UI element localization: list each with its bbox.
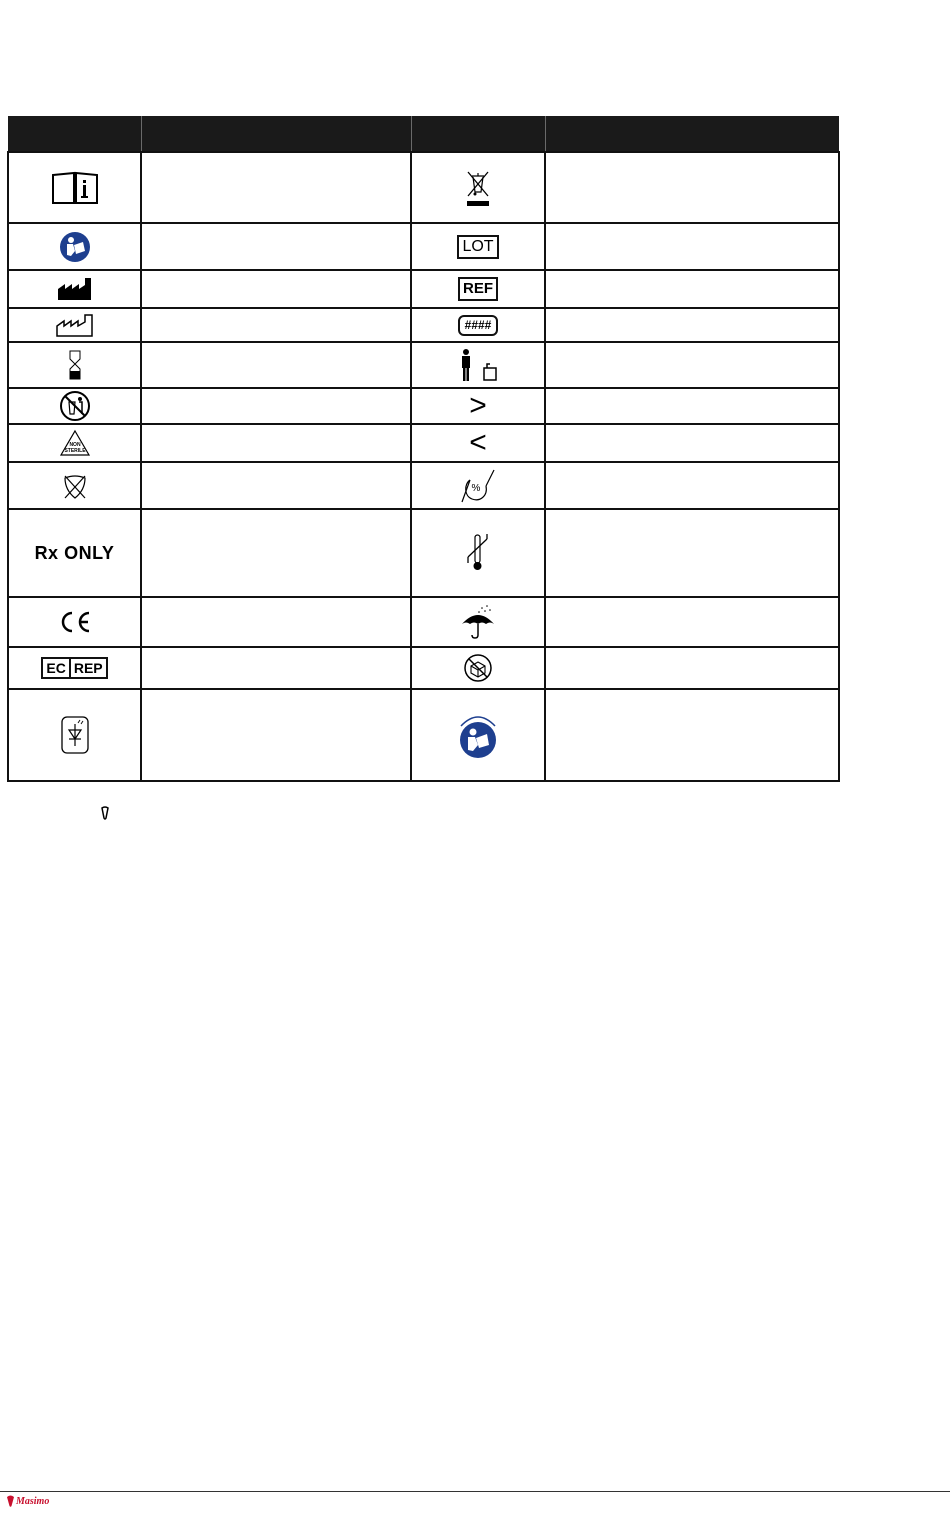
do-not-discard-icon bbox=[59, 390, 91, 422]
row-description bbox=[141, 152, 411, 223]
header-description-1 bbox=[141, 116, 411, 152]
row-description bbox=[545, 223, 839, 270]
row-description bbox=[545, 647, 839, 689]
ce-mark-icon bbox=[58, 610, 92, 634]
row-description bbox=[545, 342, 839, 388]
do-not-use-if-damaged-icon bbox=[463, 653, 493, 683]
row-description bbox=[545, 597, 839, 647]
table-row bbox=[8, 308, 839, 342]
efu-indicator-icon bbox=[453, 710, 503, 760]
header-symbol-1 bbox=[8, 116, 141, 152]
footer-divider bbox=[0, 1491, 950, 1492]
greater-than-icon: > bbox=[469, 389, 487, 422]
table-row bbox=[8, 152, 839, 223]
table-header-row bbox=[8, 116, 839, 152]
follow-instructions-icon bbox=[59, 231, 91, 263]
table-row bbox=[8, 223, 839, 270]
light-emitting-diode-icon bbox=[60, 715, 90, 755]
row-description bbox=[141, 270, 411, 308]
catalog-number-icon: REF bbox=[458, 277, 498, 301]
row-description bbox=[141, 647, 411, 689]
row-description bbox=[141, 342, 411, 388]
temperature-limitation-icon bbox=[465, 533, 491, 573]
consult-instructions-icon bbox=[50, 171, 100, 205]
keep-dry-icon bbox=[460, 604, 496, 640]
table-row bbox=[8, 597, 839, 647]
manufacturer-icon bbox=[57, 277, 93, 301]
row-description bbox=[141, 223, 411, 270]
row-description bbox=[545, 308, 839, 342]
header-symbol-2 bbox=[411, 116, 545, 152]
table-row bbox=[8, 424, 839, 462]
use-by-date-icon bbox=[67, 349, 83, 381]
table-row bbox=[8, 689, 839, 781]
date-of-manufacture-icon bbox=[56, 313, 94, 337]
ec-rep-icon bbox=[41, 657, 107, 679]
row-description bbox=[141, 388, 411, 424]
lot-code-icon: LOT bbox=[457, 235, 498, 259]
table-row bbox=[8, 388, 839, 424]
ec-rep-label-rep: REP bbox=[69, 659, 106, 677]
ec-rep-label-ec: EC bbox=[46, 660, 66, 676]
svg-text:%: % bbox=[471, 482, 481, 494]
row-description bbox=[545, 424, 839, 462]
row-description bbox=[545, 689, 839, 781]
table-row bbox=[8, 647, 839, 689]
row-description bbox=[141, 689, 411, 781]
header-description-2 bbox=[545, 116, 839, 152]
table-row bbox=[8, 270, 839, 308]
row-description bbox=[545, 462, 839, 509]
non-sterile-icon bbox=[59, 429, 91, 457]
row-description bbox=[545, 152, 839, 223]
less-than-icon: < bbox=[469, 426, 487, 459]
row-description bbox=[545, 388, 839, 424]
non-sterile-label-1: NON bbox=[68, 442, 81, 448]
humidity-limitation-icon bbox=[456, 466, 500, 506]
row-description bbox=[141, 424, 411, 462]
brand-name: Masimo bbox=[16, 1495, 50, 1507]
row-description bbox=[141, 509, 411, 597]
row-description bbox=[141, 597, 411, 647]
rx-only-icon: Rx ONLY bbox=[34, 542, 115, 563]
brand-logo bbox=[6, 1495, 49, 1507]
table-row bbox=[8, 509, 839, 597]
symbols-table bbox=[7, 116, 840, 782]
row-description bbox=[141, 462, 411, 509]
patient-weight-icon bbox=[456, 348, 500, 382]
masimo-logo-icon bbox=[6, 1495, 15, 1507]
table-row bbox=[8, 462, 839, 509]
row-description bbox=[141, 308, 411, 342]
footnote-symbol-icon bbox=[100, 806, 110, 820]
model-number-icon: #### bbox=[458, 315, 499, 336]
row-description bbox=[545, 509, 839, 597]
not-made-with-latex-icon bbox=[61, 472, 89, 500]
table-row bbox=[8, 342, 839, 388]
weee-disposal-icon bbox=[463, 168, 493, 208]
non-sterile-label-2: STERILE bbox=[63, 448, 86, 454]
row-description bbox=[545, 270, 839, 308]
